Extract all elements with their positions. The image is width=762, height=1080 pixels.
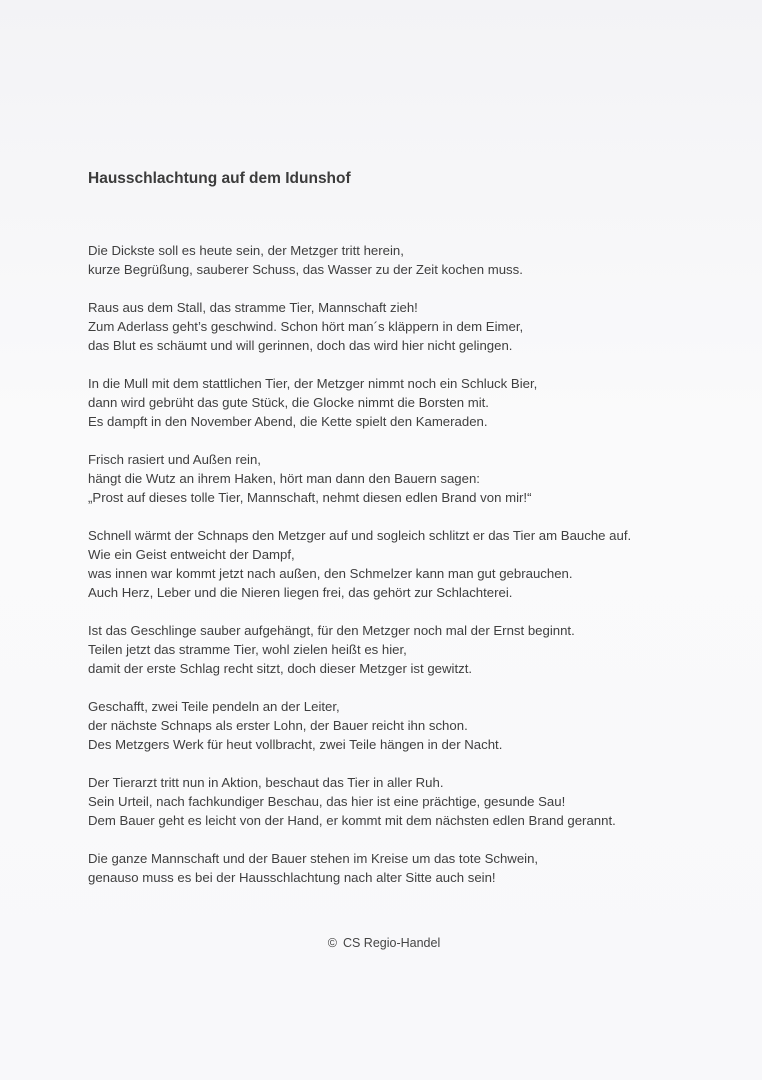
- stanza: [88, 298, 728, 355]
- poem-line: Zum Aderlass geht’s geschwind. Schon hört man´s kläppern in dem Eimer,: [88, 319, 524, 334]
- poem-line: kurze Begrüßung, sauberer Schuss, das Wasser zu der Zeit kochen muss.: [88, 262, 523, 277]
- copyright-symbol: ©: [327, 936, 337, 950]
- stanza: [88, 450, 728, 507]
- copyright-holder: CS Regio-Handel: [342, 936, 441, 950]
- poem-line: Ist das Geschlinge sauber aufgehängt, für den Metzger noch mal der Ernst beginnt.: [88, 623, 575, 638]
- poem-line: dann wird gebrüht das gute Stück, die Glocke nimmt die Borsten mit.: [88, 395, 489, 410]
- poem-line: Raus aus dem Stall, das stramme Tier, Mannschaft zieh!: [88, 300, 418, 315]
- poem-line: damit der erste Schlag recht sitzt, doch dieser Metzger ist gewitzt.: [88, 661, 473, 676]
- stanza: [88, 526, 728, 602]
- poem-line: genauso muss es bei der Hausschlachtung nach alter Sitte auch sein!: [88, 870, 496, 885]
- poem-line: Sein Urteil, nach fachkundiger Beschau, das hier ist eine prächtige, gesunde Sau!: [88, 794, 566, 809]
- stanza: [88, 773, 728, 830]
- poem-line: Teilen jetzt das stramme Tier, wohl zielen heißt es hier,: [88, 642, 407, 657]
- poem-line: Dem Bauer geht es leicht von der Hand, er kommt mit dem nächsten edlen Brand gerannt.: [88, 813, 616, 828]
- poem-line: das Blut es schäumt und will gerinnen, doch das wird hier nicht gelingen.: [88, 338, 513, 353]
- poem-line: der nächste Schnaps als erster Lohn, der Bauer reicht ihn schon.: [88, 718, 468, 733]
- poem-line: „Prost auf dieses tolle Tier, Mannschaft, nehmt diesen edlen Brand von mir!“: [88, 490, 532, 505]
- poem-line: Der Tierarzt tritt nun in Aktion, beschaut das Tier in aller Ruh.: [88, 775, 444, 790]
- stanza: [88, 621, 728, 678]
- poem-line: Frisch rasiert und Außen rein,: [88, 452, 261, 467]
- stanza: [88, 697, 728, 754]
- poem-line: Die ganze Mannschaft und der Bauer stehen im Kreise um das tote Schwein,: [88, 851, 539, 866]
- poem-body: [88, 241, 728, 906]
- poem-title: Hausschlachtung auf dem Idunshof: [88, 170, 351, 187]
- stanza: [88, 374, 728, 431]
- poem-line: Es dampft in den November Abend, die Kette spielt den Kameraden.: [88, 414, 488, 429]
- stanza: [88, 241, 728, 279]
- poem-line: Die Dickste soll es heute sein, der Metzger tritt herein,: [88, 243, 404, 258]
- poem-line: Schnell wärmt der Schnaps den Metzger auf und sogleich schlitzt er das Tier am Bauche auf.: [88, 528, 632, 543]
- poem-line: Auch Herz, Leber und die Nieren liegen frei, das gehört zur Schlachterei.: [88, 585, 513, 600]
- poem-line: Wie ein Geist entweicht der Dampf,: [88, 547, 295, 562]
- poem-line: Des Metzgers Werk für heut vollbracht, zwei Teile hängen in der Nacht.: [88, 737, 503, 752]
- poem-line: was innen war kommt jetzt nach außen, den Schmelzer kann man gut gebrauchen.: [88, 566, 573, 581]
- stanza: [88, 849, 728, 887]
- poem-line: Geschafft, zwei Teile pendeln an der Leiter,: [88, 699, 340, 714]
- poem-line: In die Mull mit dem stattlichen Tier, der Metzger nimmt noch ein Schluck Bier,: [88, 376, 538, 391]
- copyright-notice: [0, 936, 762, 950]
- poem-line: hängt die Wutz an ihrem Haken, hört man dann den Bauern sagen:: [88, 471, 480, 486]
